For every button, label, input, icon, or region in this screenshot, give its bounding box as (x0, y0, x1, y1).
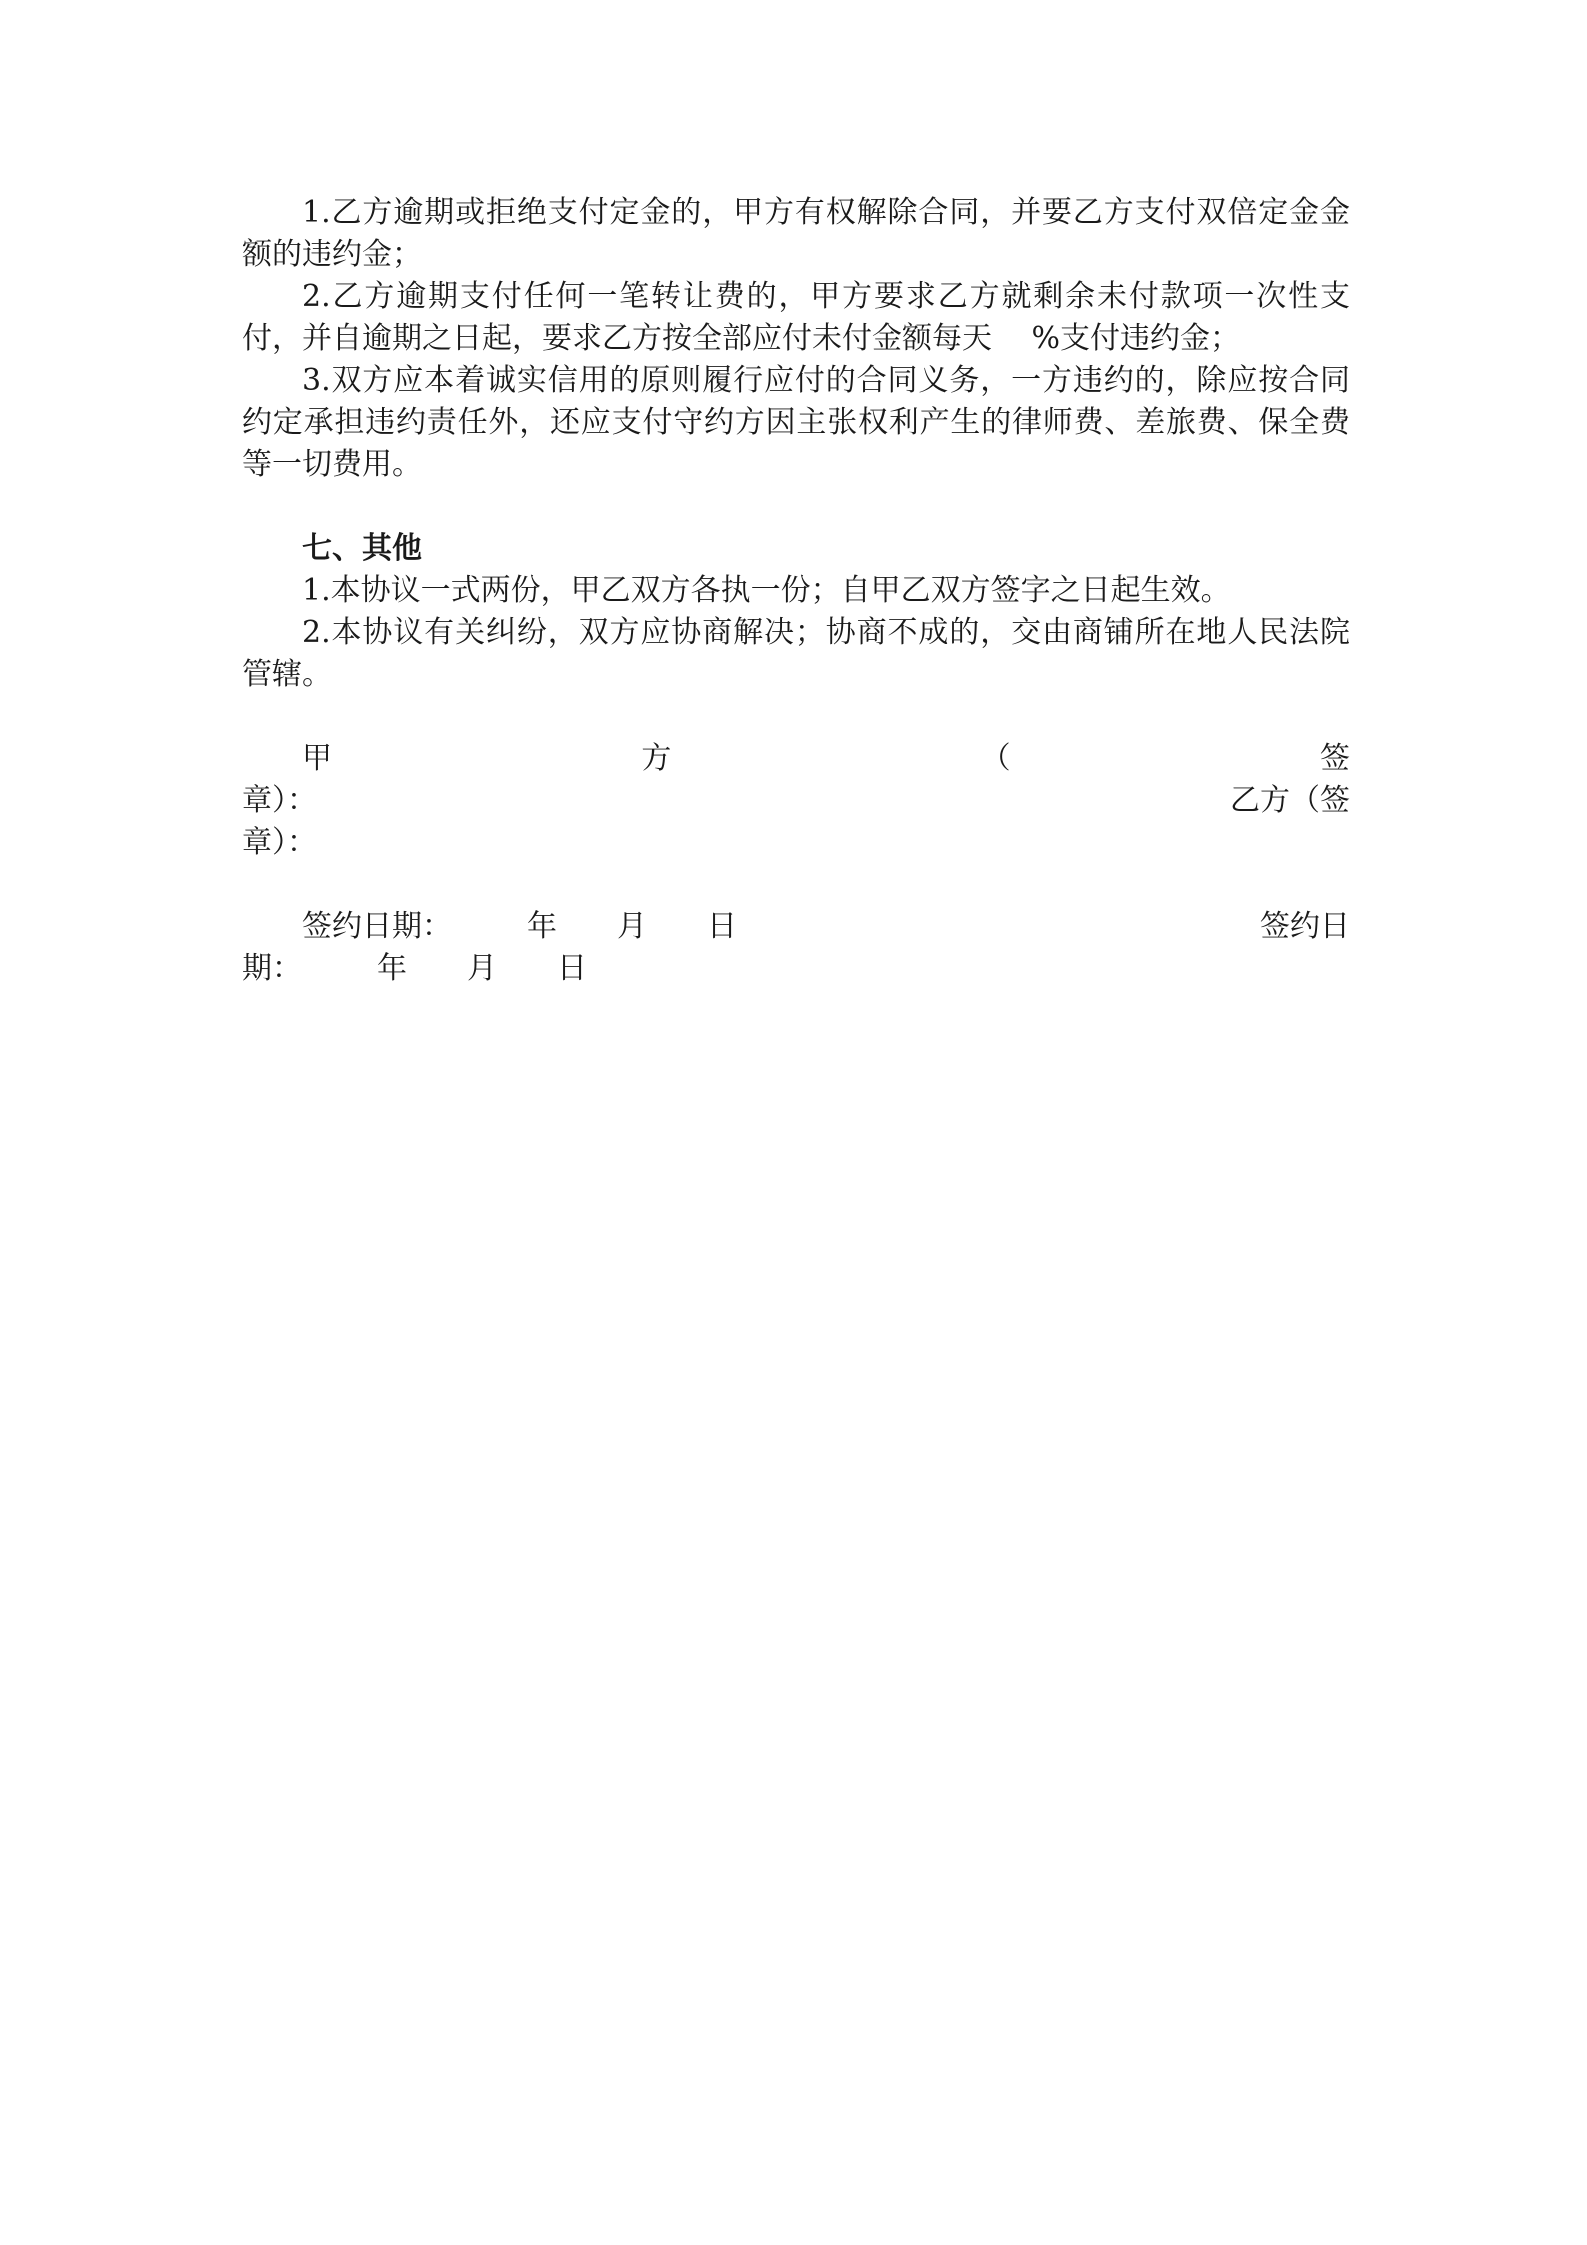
date-line-2 (242, 948, 1350, 990)
clause-6-3: 3.双方应本着诚实信用的原则履行应付的合同义务，一方违约的，除应按合同约定承担违约责任外，还应支付守约方因主张权利产生的律师费、差旅费、保全费等一切费用。 (242, 363, 1350, 482)
signature-word-3: （ (980, 741, 1011, 776)
date-block (242, 906, 1350, 990)
document-body (242, 192, 1350, 990)
signature-word-4: 签 (1319, 741, 1350, 776)
signature-line-1 (242, 738, 1350, 780)
party-b-sign-label: 乙方（签 (1230, 783, 1350, 818)
signature-word-2: 方 (641, 741, 672, 776)
signature-word-1: 甲 (302, 741, 332, 776)
clause-7-2: 2.本协议有关纠纷，双方应协商解决；协商不成的，交由商铺所在地人民法院管辖。 (242, 615, 1350, 692)
signature-line-3 (242, 822, 1350, 864)
clause-7-1: 1.本协议一式两份，甲乙双方各执一份；自甲乙双方签字之日起生效。 (302, 573, 1231, 608)
party-b-seal-label: 章）： (242, 825, 317, 860)
party-a-sign-date: 签约日期： 年 月 日 (302, 909, 737, 944)
clause-6-2: 2.乙方逾期支付任何一笔转让费的，甲方要求乙方就剩余未付款项一次性支付，并自逾期之日起，要求乙方按全部应付未付金额每天 %支付违约金； (242, 279, 1350, 356)
clause-6-1: 1.乙方逾期或拒绝支付定金的，甲方有权解除合同，并要乙方支付双倍定金金额的违约金； (242, 195, 1350, 272)
signature-line-2 (242, 780, 1350, 822)
party-b-sign-date-end: 期： 年 月 日 (242, 951, 587, 986)
party-a-seal-label: 章）： (242, 783, 317, 818)
date-line-1 (242, 906, 1350, 948)
section-7-heading: 七、其他 (302, 531, 422, 566)
party-b-sign-date-start: 签约日 (1260, 909, 1350, 944)
signature-block (242, 738, 1350, 864)
